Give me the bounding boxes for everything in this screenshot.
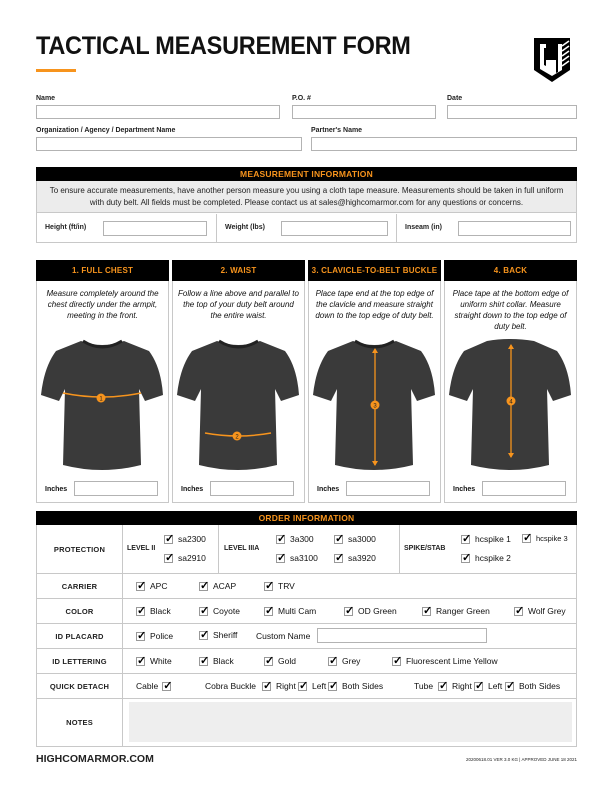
card-clavicle-to-belt (308, 260, 441, 503)
measurement-instructions: To ensure accurate measurements, have another person measure you using a cloth tape measure. Measurements should be taken in full uniform with duty belt. All fields must be completed. Please contact us at sales@highcomarmor.com for any questions or concerns. (37, 181, 576, 213)
title-accent-rule (36, 69, 76, 72)
checkbox-checked[interactable] (164, 554, 173, 563)
inches-label: Inches (45, 486, 68, 493)
option-sa3100[interactable]: ✓ sa3100 (276, 553, 318, 563)
checkbox-checked[interactable] (162, 682, 171, 691)
option-grey[interactable]: ✓ Grey (328, 656, 360, 666)
height-cell (37, 214, 217, 242)
inches-label: Inches (181, 486, 204, 493)
quick-detach-row (37, 674, 576, 699)
option-sa3920[interactable]: ✓ sa3920 (334, 553, 376, 563)
weight-field[interactable] (281, 221, 388, 236)
tshirt-back-icon (447, 337, 574, 477)
custom-name-label: Custom Name (256, 631, 311, 641)
inseam-field[interactable] (458, 221, 571, 236)
tshirt-front-chest-icon (39, 337, 166, 477)
card-title: 4. BACK (444, 260, 577, 281)
checkbox-checked[interactable] (474, 682, 483, 691)
checkbox-checked[interactable] (505, 682, 514, 691)
highcom-logo-icon (532, 36, 572, 84)
option-trv[interactable]: ✓ TRV (264, 581, 295, 591)
option-gold[interactable]: ✓ Gold (264, 656, 296, 666)
carrier-label: CARRIER (37, 574, 123, 598)
inseam-cell (397, 214, 576, 242)
quick-detach-label: QUICK DETACH (37, 674, 123, 698)
chest-inches-field[interactable] (74, 481, 158, 496)
option-black-lettering[interactable]: ✓ Black (199, 656, 234, 666)
po-field[interactable] (292, 105, 436, 119)
name-label: Name (36, 95, 56, 102)
protection-label: PROTECTION (37, 525, 123, 573)
checkbox-checked[interactable] (392, 657, 401, 666)
checkbox-checked[interactable] (199, 631, 208, 640)
svg-text:3: 3 (373, 403, 377, 410)
date-label: Date (447, 95, 463, 102)
tshirt-front-clavicle-icon (311, 337, 438, 477)
option-od-green[interactable]: ✓ OD Green (344, 606, 397, 616)
carrier-row (37, 574, 576, 599)
level-iiia-label: LEVEL IIIA (224, 545, 260, 552)
svg-text:2: 2 (235, 434, 239, 441)
partner-field[interactable] (311, 137, 577, 151)
option-hcspike-2[interactable]: ✓ hcspike 2 (461, 553, 511, 563)
po-label: P.O. # (292, 95, 311, 102)
checkbox-checked[interactable] (334, 554, 343, 563)
spike-stab-label: SPIKE/STAB (404, 545, 446, 552)
waist-inches-field[interactable] (210, 481, 294, 496)
id-lettering-label: ID LETTERING (37, 649, 123, 673)
name-field[interactable] (36, 105, 280, 119)
option-ranger-green[interactable]: ✓ Ranger Green (422, 606, 490, 616)
partner-label: Partner's Name (311, 127, 363, 134)
option-police[interactable]: ✓ Police (136, 631, 173, 641)
measurement-info-heading: MEASUREMENT INFORMATION (36, 167, 577, 181)
level-ii-label: LEVEL II (127, 545, 156, 552)
checkbox-checked[interactable] (136, 632, 145, 641)
organization-label: Organization / Agency / Department Name (36, 127, 176, 134)
checkbox-checked[interactable] (461, 554, 470, 563)
organization-field[interactable] (36, 137, 302, 151)
option-sheriff[interactable]: ✓ Sheriff (199, 630, 237, 640)
option-hcspike-1[interactable]: ✓ hcspike 1 (461, 534, 511, 544)
option-cobra-left[interactable]: ✓ Left (298, 681, 326, 691)
id-placard-label: ID PLACARD (37, 624, 123, 648)
option-tube-left[interactable]: ✓ Left (474, 681, 502, 691)
checkbox-checked[interactable] (522, 534, 531, 543)
option-black[interactable]: ✓ Black (136, 606, 171, 616)
page-title: TACTICAL MEASUREMENT FORM (36, 32, 411, 60)
version-info: 20200618.01 VER 3.0 KG | APPROVED JUNE 18 2021 (466, 757, 577, 762)
option-wolf-grey[interactable]: ✓ Wolf Grey (514, 606, 566, 616)
website-link[interactable]: HIGHCOMARMOR.COM (36, 753, 154, 765)
id-placard-row (37, 624, 576, 649)
checkbox-checked[interactable] (334, 535, 343, 544)
checkbox-checked[interactable] (264, 657, 273, 666)
notes-label: NOTES (37, 699, 123, 746)
option-coyote[interactable]: ✓ Coyote (199, 606, 240, 616)
checkbox-checked[interactable] (164, 535, 173, 544)
checkbox-checked[interactable] (328, 682, 337, 691)
card-title: 1. FULL CHEST (36, 260, 169, 281)
card-waist (172, 260, 305, 503)
protection-row (37, 525, 576, 574)
option-cable[interactable]: Cable ✓ (136, 681, 171, 691)
option-sa3000[interactable]: ✓ sa3000 (334, 534, 376, 544)
card-back (444, 260, 577, 503)
option-multicam[interactable]: ✓ Multi Cam (264, 606, 316, 616)
custom-name-field[interactable] (317, 628, 487, 643)
inseam-label: Inseam (in) (405, 224, 442, 231)
checkbox-checked[interactable] (276, 554, 285, 563)
color-row (37, 599, 576, 624)
weight-cell (217, 214, 397, 242)
option-tube-right[interactable]: ✓ Right (438, 681, 472, 691)
color-label: COLOR (37, 599, 123, 623)
card-description: Place tape at the bottom edge of uniform shirt collar. Measure straight down to the top edge of duty belt. (452, 289, 569, 331)
checkbox-checked[interactable] (136, 607, 145, 616)
card-description: Measure completely around the chest directly under the armpit, meeting in the front. (46, 289, 159, 320)
measurement-info-section (36, 167, 577, 243)
notes-textarea[interactable] (129, 702, 572, 742)
option-apc[interactable]: ✓ APC (136, 581, 167, 591)
checkbox-checked[interactable] (199, 657, 208, 666)
card-title: 2. WAIST (172, 260, 305, 281)
tshirt-front-waist-icon (175, 337, 302, 477)
cobra-buckle-label: Cobra Buckle (205, 681, 257, 691)
divider (218, 525, 219, 573)
date-field[interactable] (447, 105, 577, 119)
checkbox-checked[interactable] (298, 682, 307, 691)
checkbox-checked[interactable] (328, 657, 337, 666)
checkbox-checked[interactable] (264, 607, 273, 616)
checkbox-checked[interactable] (136, 657, 145, 666)
card-title: 3. CLAVICLE-TO-BELT BUCKLE (308, 260, 441, 281)
checkbox-checked[interactable] (199, 582, 208, 591)
body-stats-row (37, 214, 576, 242)
checkbox-checked[interactable] (276, 535, 285, 544)
checkbox-checked[interactable] (344, 607, 353, 616)
option-acap[interactable]: ✓ ACAP (199, 581, 236, 591)
checkbox-checked[interactable] (514, 607, 523, 616)
option-cobra-right[interactable]: ✓ Right (262, 681, 296, 691)
svg-text:1: 1 (99, 396, 103, 403)
checkbox-checked[interactable] (461, 535, 470, 544)
checkbox-checked[interactable] (264, 582, 273, 591)
option-hcspike-3[interactable]: ✓ hcspike 3 (522, 534, 568, 543)
order-info-heading: ORDER INFORMATION (36, 511, 577, 525)
card-description: Place tape end at the top edge of the clavicle and measure straight down to the top edge of duty belt. (315, 289, 434, 320)
option-cobra-both-sides[interactable]: ✓ Both Sides (328, 681, 383, 691)
svg-text:4: 4 (509, 399, 513, 406)
checkbox-checked[interactable] (438, 682, 447, 691)
option-white[interactable]: ✓ White (136, 656, 172, 666)
option-sa2910[interactable]: ✓ sa2910 (164, 553, 206, 563)
option-tube-both-sides[interactable]: ✓ Both Sides (505, 681, 560, 691)
inches-label: Inches (453, 486, 476, 493)
checkbox-checked[interactable] (136, 582, 145, 591)
height-field[interactable] (103, 221, 207, 236)
clavicle-inches-field[interactable] (346, 481, 430, 496)
back-inches-field[interactable] (482, 481, 566, 496)
checkbox-checked[interactable] (422, 607, 431, 616)
weight-label: Weight (lbs) (225, 224, 265, 231)
notes-row (37, 699, 576, 746)
inches-label: Inches (317, 486, 340, 493)
id-lettering-row (37, 649, 576, 674)
divider (399, 525, 400, 573)
option-sa2300[interactable]: ✓ sa2300 (164, 534, 206, 544)
tube-label: Tube (414, 681, 434, 691)
card-full-chest (36, 260, 169, 503)
checkbox-checked[interactable] (199, 607, 208, 616)
option-3a300[interactable]: ✓ 3a300 (276, 534, 314, 544)
order-info-section (36, 511, 577, 747)
option-fluorescent-lime-yellow[interactable]: ✓ Fluorescent Lime Yellow (392, 656, 498, 666)
card-description: Follow a line above and parallel to the top of your duty belt around the entire waist. (178, 289, 299, 320)
checkbox-checked[interactable] (262, 682, 271, 691)
height-label: Height (ft/in) (45, 224, 87, 231)
